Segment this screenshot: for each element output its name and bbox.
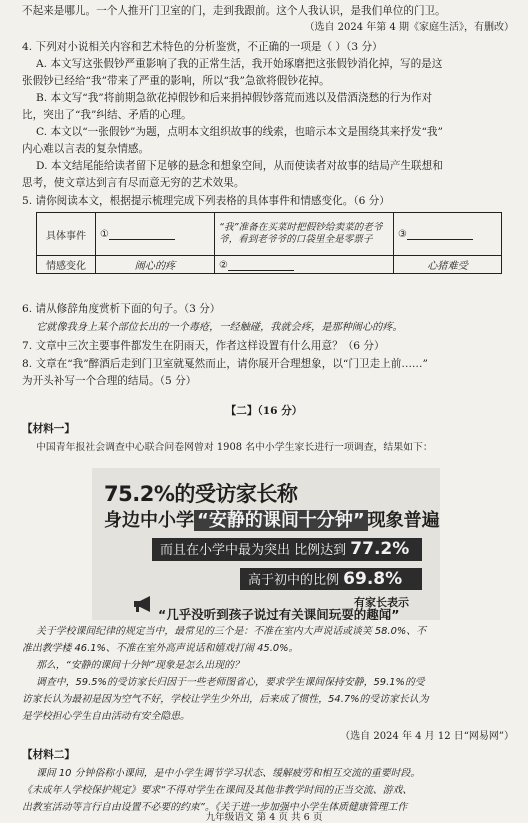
question-6: 6. 请从修辞角度赏析下面的句子。（3 分） <box>22 303 221 315</box>
table-cell-event-2: “我”准备在买菜时把假钞给卖菜的老爷爷，看到老爷爷的口袋里全是零票子 <box>215 213 394 256</box>
material-1-para3-line1: 调查中，59.5%的受访家长归因于一些老师图省心，要求学生课间保持安静，59.1%的受 <box>36 677 425 688</box>
material-1-intro: 中国青年报社会调查中心联合问卷网曾对 1908 名中小学生家长进行一项调查，结果如下： <box>36 442 433 453</box>
story-source: （选自 2024 年第 4 期《家庭生活》，有删改） <box>304 22 514 33</box>
infographic-headline: 75.2%的受访家长称 <box>104 482 298 506</box>
option-a-line2: 张假钞已经给“我”带来了严重的影响，所以“我”急欲将假钞花掉。 <box>22 75 330 87</box>
junior-high-value: 69.8% <box>343 569 403 589</box>
story-last-line: 不起来是哪儿。一个人推开门卫室的门，走到我跟前。这个人我认识，是我们单位的门卫。 <box>22 5 446 17</box>
question-8-line1: 8. 文章在“我”醉酒后走到门卫室就戛然而止，请你展开合理想象，以“门卫走上前……” <box>22 358 428 370</box>
primary-school-bar: 而且在小学中最为突出 比例达到 77.2% <box>152 538 422 561</box>
material-1-label: 【材料一】 <box>22 423 75 435</box>
question-6-quote: 它就像我身上某个部位长出的一个毒疮，一经触碰，我就会疼，是那种闹心的疼。 <box>36 322 403 333</box>
answer-blank-2[interactable] <box>228 259 294 271</box>
event-emotion-table <box>36 212 502 274</box>
material-1-para3-line2: 访家长认为最初是因为空气不好，学校让学生少外出，后来成了惯性，54.7%的受访家长认为 <box>22 694 429 705</box>
material-1-para2: 那么，“安静的课间十分钟”现象是怎么出现的？ <box>36 660 244 671</box>
material-1-source: （选自 2024 年 4 月 12 日“网易网”） <box>340 731 514 742</box>
table-cell-emotion-1: 闹心的疼 <box>96 256 215 274</box>
question-8-line2: 为开头补写一个合理的结局。（5 分） <box>22 375 197 387</box>
option-d-line1: D. 本文结尾能给读者留下足够的悬念和想象空间，从而使读者对故事的结局产生联想和 <box>36 160 443 172</box>
table-row-emotions <box>37 256 502 274</box>
table-cell-emotion-2: ② <box>215 256 394 274</box>
question-7: 7. 文章中三次主要事件都发生在阴雨天，作者这样设置有什么用意？（6 分） <box>22 340 385 352</box>
question-4: 4. 下列对小说相关内容和艺术特色的分析鉴赏，不正确的一项是（ ）（3 分） <box>22 41 383 53</box>
table-cell-event-1: ① <box>96 213 215 256</box>
material-2-line2: 《未成年人学校保护规定》要求“不得对学生在课间及其他非教学时间的正当交流、游戏、 <box>22 785 413 796</box>
answer-blank-1[interactable] <box>109 228 175 240</box>
option-d-line2: 思考，使文章达到言有尽而意无穷的艺术效果。 <box>22 177 245 189</box>
infographic-subheadline: 身边中小学 “安静的课间十分钟” 现象普遍 <box>104 510 440 531</box>
primary-school-value: 77.2% <box>350 539 410 559</box>
table-header-emotions: 情感变化 <box>37 256 96 274</box>
answer-blank-3[interactable] <box>407 228 473 240</box>
junior-high-bar: 高于初中的比例 69.8% <box>240 568 422 590</box>
section-title: 【二】（16 分） <box>225 405 303 417</box>
page-footer: 九年级语文 第 4 页 共 6 页 <box>205 812 323 823</box>
table-cell-emotion-3: 心猪难受 <box>394 256 502 274</box>
quiet-break-highlight: “安静的课间十分钟” <box>194 510 368 531</box>
option-a-line1: A. 本文写这张假钞严重影响了我的正常生活，我开始琢磨把这张假钞消化掉，写的是这 <box>36 58 443 70</box>
option-c-line2: 内心难以言表的复杂情感。 <box>22 143 150 155</box>
table-cell-event-3: ③ <box>394 213 502 256</box>
material-1-para1-line1: 关于学校课间纪律的规定当中，最常见的三个是：不准在室内大声说话或谈笑 58.0%、不 <box>36 626 427 637</box>
option-c-line1: C. 本文以“一张假钞”为题，点明本文组织故事的线索，也暗示本文是围绕其来抒发“我” <box>36 126 443 138</box>
option-b-line2: 比，突出了“我”纠结、矛盾的心理。 <box>22 109 192 121</box>
parents-said-label: 有家长表示 <box>354 596 409 609</box>
parents-quote: “几乎没听到孩子说过有关课间玩耍的趣闻” <box>158 607 400 620</box>
material-1-para1-line2: 准出教学楼 46.1%、不准在室外高声说话和嬉戏打闹 45.0%。 <box>22 643 299 654</box>
question-5: 5. 请你阅读本文，根据提示梳理完成下列表格的具体事件和情感变化。（6 分） <box>22 195 390 207</box>
material-1-para3-line3: 是学校担心学生自由活动有安全隐患。 <box>22 711 190 722</box>
material-2-line3: 出教室活动等言行自由设置不必要的约束”。《关于进一步加强中小学生体质健康管理工作 <box>22 802 408 813</box>
material-2-line1: 课间 10 分钟俗称小课间，是中小学生调节学习状态、缓解疲劳和相互交流的重要时段。 <box>36 768 421 779</box>
megaphone-icon <box>132 596 154 612</box>
table-row-events <box>37 213 502 256</box>
survey-infographic <box>92 468 440 620</box>
option-b-line1: B. 本文写“我”将前期急欲花掉假钞和后来捐掉假钞落荒而逃以及借酒浇愁的行为作对 <box>36 92 433 104</box>
table-header-events: 具体事件 <box>37 213 96 256</box>
material-2-label: 【材料二】 <box>22 749 75 761</box>
